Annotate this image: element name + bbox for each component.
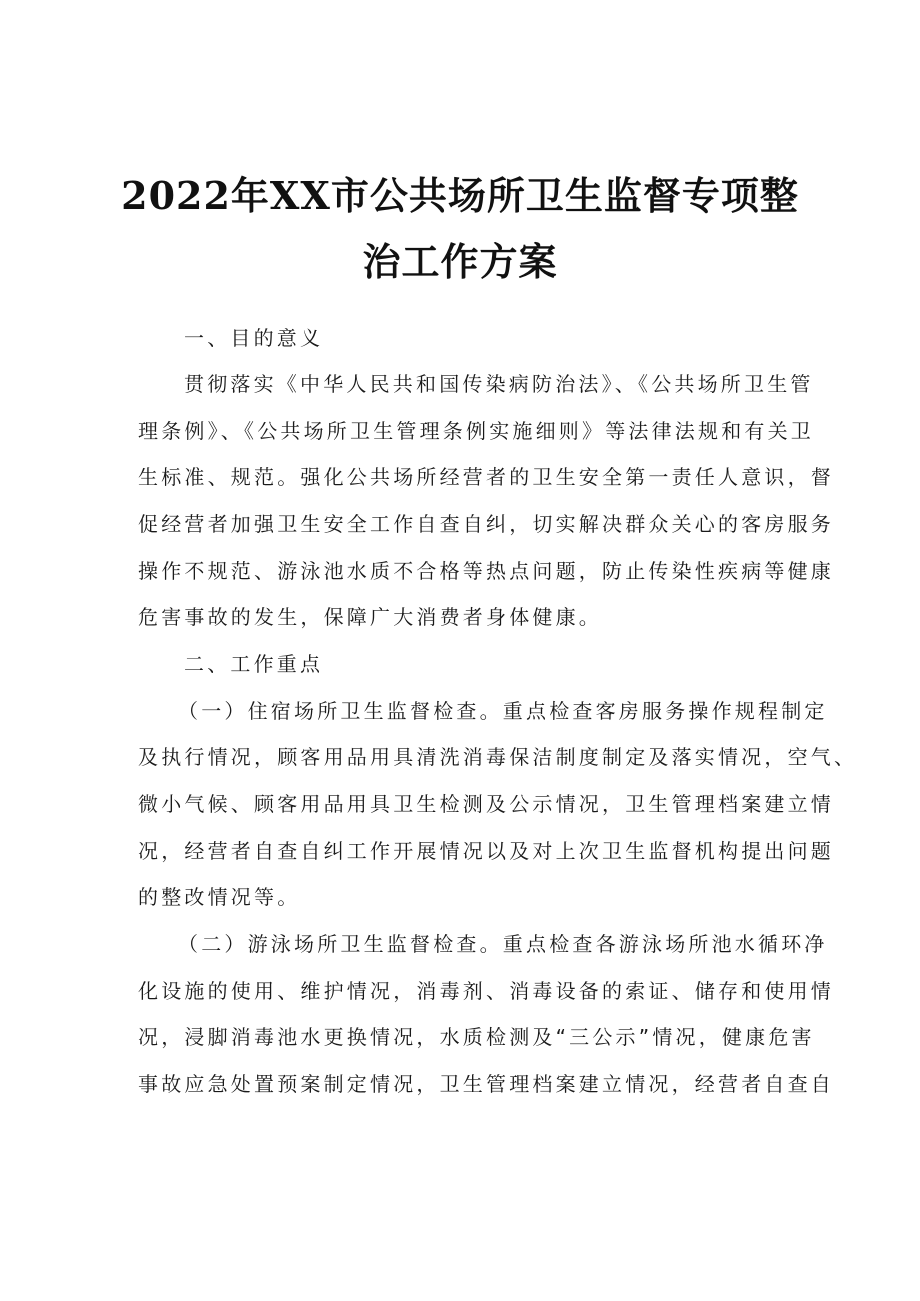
paragraph-line: 况，经营者自查自纠工作开展情况以及对上次卫生监督机构提出问题 (138, 839, 834, 863)
paragraph-line: 危害事故的发生，保障广大消费者身体健康。 (138, 605, 602, 629)
paragraph-line: （一）住宿场所卫生监督检查。重点检查客房服务操作规程制定 (178, 699, 828, 723)
paragraph-line: 贯彻落实《中华人民共和国传染病防治法》、《公共场所卫生管 (184, 372, 814, 396)
section-heading-purpose: 一、目的意义 (184, 326, 324, 350)
paragraph-line: 化设施的使用、维护情况，消毒剂、消毒设备的索证、储存和使用情 (138, 979, 834, 1003)
paragraph-line: 操作不规范、游泳池水质不合格等热点问题，防止传染性疾病等健康 (138, 559, 834, 583)
paragraph-line: 微小气候、顾客用品用具卫生检测及公示情况，卫生管理档案建立情 (138, 792, 834, 816)
paragraph-line: 事故应急处置预案制定情况，卫生管理档案建立情况，经营者自查自 (138, 1072, 834, 1096)
paragraph-line: 况，浸脚消毒池水更换情况，水质检测及“三公示”情况，健康危害 (138, 1025, 815, 1049)
document-title-line-1: 2022年XX市公共场所卫生监督专项整 (121, 173, 799, 218)
paragraph-line: 生标准、规范。强化公共场所经营者的卫生安全第一责任人意识，督 (138, 465, 834, 489)
paragraph-line: 促经营者加强卫生安全工作自查自纠，切实解决群众关心的客房服务 (138, 512, 834, 536)
paragraph-line: 的整改情况等。 (138, 885, 301, 909)
document-title-line-2: 治工作方案 (362, 239, 558, 284)
paragraph-line: （二）游泳场所卫生监督检查。重点检查各游泳场所池水循环净 (178, 932, 828, 956)
paragraph-line: 理条例》、《公共场所卫生管理条例实施细则》等法律法规和有关卫 (138, 419, 814, 443)
paragraph-line: 及执行情况，顾客用品用具清洗消毒保洁制度制定及落实情况，空气、 (138, 745, 858, 769)
section-heading-key-work: 二、工作重点 (184, 652, 324, 676)
